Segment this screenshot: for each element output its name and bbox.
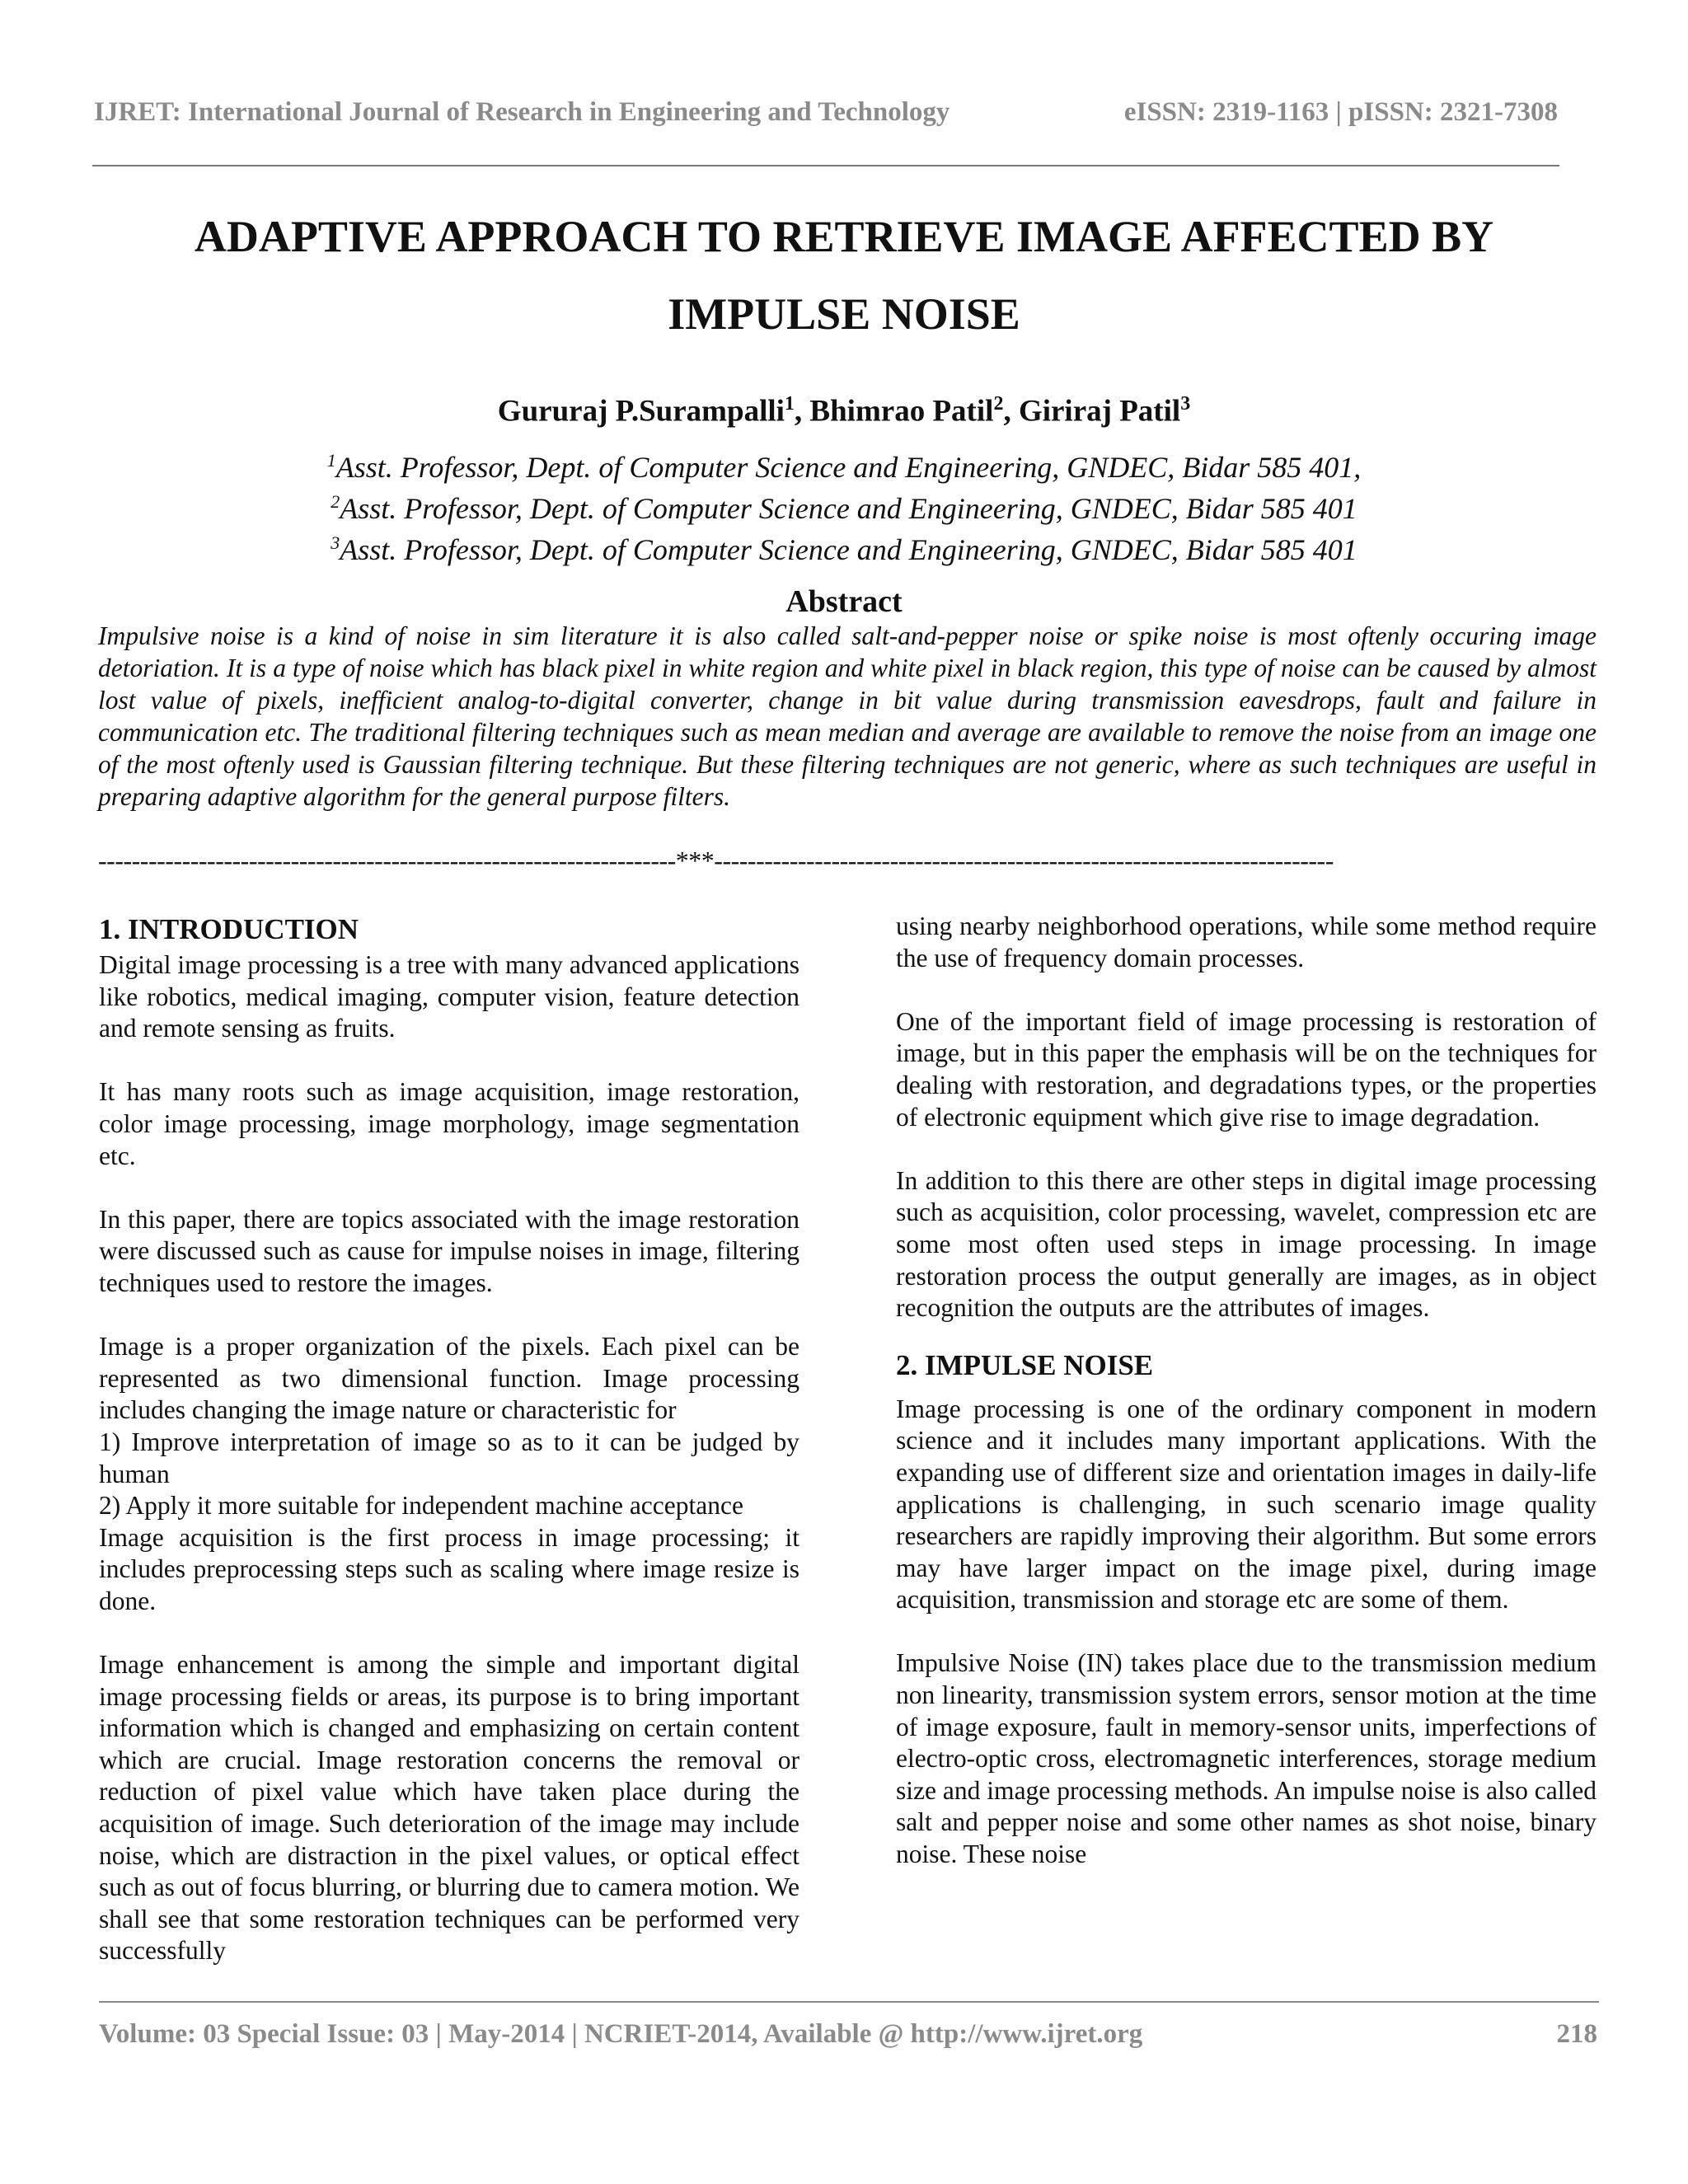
section-heading-impulse-noise: 2. IMPULSE NOISE	[896, 1348, 1154, 1381]
issn: eISSN: 2319-1163 | pISSN: 2321-7308	[1123, 97, 1558, 127]
footer-citation: Volume: 03 Special Issue: 03 | May-2014 | NCRIET-2014, Available @ http://www.ijret.org	[99, 2019, 1143, 2049]
paragraph: One of the important field of image processing is restoration of image, but in this paper the emphasis will be on the techniques for dealing with restoration, and degradations types, or the properties of electronic equipment which give rise to image degradation.	[896, 1006, 1597, 1132]
page-number: 218	[1556, 2019, 1597, 2049]
list-item: 1) Improve interpretation of image so as to it can be judged by human	[99, 1427, 799, 1488]
author-name: Bhimrao Patil	[809, 394, 994, 429]
journal-name: IJRET: International Journal of Research in Engineering and Technology	[94, 97, 950, 127]
left-column	[99, 910, 799, 1967]
affiliations	[94, 443, 1594, 567]
running-header	[94, 97, 1558, 137]
right-column	[896, 911, 1597, 1871]
running-footer	[99, 2019, 1597, 2059]
paragraph: Image processing is one of the ordinary component in modern science and it includes many important applications. With the expanding use of different size and orientation images in daily-life applications is challenging, in such scenario image quality researchers are rapidly improving their algorithm. But some errors may have larger impact on the image pixel, during image acquisition, transmission and storage etc are some of them.	[896, 1394, 1597, 1615]
paragraph: Image acquisition is the first process in image processing; it includes preprocessing steps such as scaling where image resize is done.	[99, 1522, 799, 1615]
title-line-1: ADAPTIVE APPROACH TO RETRIEVE IMAGE AFFECTED BY	[194, 212, 1494, 261]
affiliation: $^3$Asst. Professor, Dept. of Computer Science and Engineering, GNDEC, Bidar 585 401	[331, 532, 1357, 566]
paper-title	[94, 198, 1594, 353]
abstract-heading: Abstract	[785, 584, 903, 619]
paragraph: Impulsive Noise (IN) takes place due to the transmission medium non linearity, transmission system errors, sensor motion at the time of image exposure, fault in memory-sensor units, imperfections of electro-optic cross, electromagnetic interferences, storage medium size and image processing methods. An impulse noise is also called salt and pepper noise and some other names as shot noise, binary noise. These noise	[896, 1648, 1597, 1869]
author-name: Giriraj Patil	[1018, 394, 1181, 429]
author-list: Gururaj P.Surampalli$^1$, Bhimrao Patil$^2$, Giriraj Patil$^3$	[497, 393, 1191, 429]
author-sup: 2	[993, 393, 1004, 415]
paragraph: It has many roots such as image acquisition, image restoration, color image processing, image morphology, image segmentation etc.	[99, 1077, 799, 1170]
abstract-body: Impulsive noise is a kind of noise in sim literature it is also called salt-and-pepper noise or spike noise is most oftenly occuring image detoriation. It is a type of noise which has black pixel in white region and white pixel in black region, this type of noise can be caused by almost lost value of pixels, inefficient analog-to-digital converter, change in bit value during transmission eavesdrops, fault and failure in communication etc. The traditional filtering techniques such as mean median and average are available to remove the noise from an image one of the most oftenly used is Gaussian filtering technique. But these filtering techniques are not generic, where as such techniques are useful in preparing adaptive algorithm for the general purpose filters.	[98, 621, 1597, 811]
paragraph: using nearby neighborhood operations, while some method require the use of frequency domain processes.	[896, 912, 1597, 972]
paragraph: Image enhancement is among the simple and important digital image processing fields or areas, its purpose is to bring important information which is changed and emphasizing on certain content which are crucial. Image restoration concerns the removal or reduction of pixel value which have taken place during the acquisition of image. Such deterioration of the image may include noise, which are distraction in the pixel values, or optical effect such as out of focus blurring, or blurring due to camera motion. We shall see that some restoration techniques can be performed very successfully	[99, 1650, 799, 1966]
affiliation: $^2$Asst. Professor, Dept. of Computer Science and Engineering, GNDEC, Bidar 585 401	[331, 491, 1357, 525]
section-heading-introduction: 1. INTRODUCTION	[99, 913, 359, 945]
section-separator: ---------------------------------------------------------------------***--------------------------------------------------------------------------	[98, 846, 1334, 875]
paragraph: In addition to this there are other steps in digital image processing such as acquisition, color processing, wavelet, compression etc are some most often used steps in image processing. In image restoration process the output generally are images, as in object recognition the outputs are the attributes of images.	[896, 1165, 1597, 1323]
title-line-2: IMPULSE NOISE	[668, 289, 1020, 339]
affiliation: $^1$Asst. Professor, Dept. of Computer Science and Engineering, GNDEC, Bidar 585 401,	[326, 450, 1362, 484]
author-sup: 3	[1180, 393, 1191, 415]
footer-rule	[99, 2001, 1599, 2003]
header-rule	[92, 165, 1559, 166]
paragraph: Image is a proper organization of the pixels. Each pixel can be represented as two dimensional function. Image processing includes changing the image nature or characteristic for	[99, 1332, 799, 1425]
list-item: 2) Apply it more suitable for independent machine acceptance	[99, 1491, 743, 1521]
paragraph: Digital image processing is a tree with many advanced applications like robotics, medical imaging, computer vision, feature detection and remote sensing as fruits.	[99, 950, 799, 1043]
author-sup: 1	[784, 393, 795, 415]
paragraph: In this paper, there are topics associated with the image restoration were discussed such as cause for impulse noises in image, filtering techniques used to restore the images.	[99, 1204, 799, 1297]
author-name: Gururaj P.Surampalli	[497, 394, 785, 429]
